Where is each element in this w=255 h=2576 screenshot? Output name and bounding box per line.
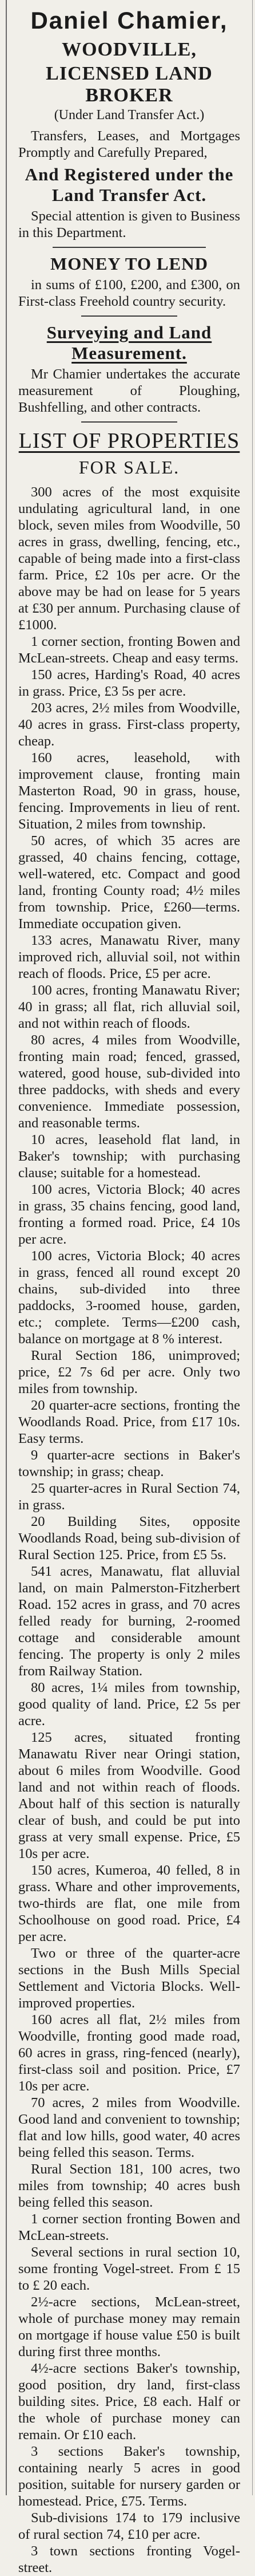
properties-list-heading (18, 428, 240, 453)
business-subtitle: (Under Land Transfer Act.) (54, 108, 205, 123)
property-listing: 300 acres of the most exquisite undulating agricultural land, in one block, seven miles from Woodville, 50 acres in grass, dwelling, fencing, etc., capable of being made into a first-class farm. Price, £2 10s per acre. Or the above may be had on lease for 5 years at £30 per annum. Purchasing clause of £1000. (18, 484, 240, 633)
property-listing: 2½-acre sections, McLean-street, whole of purchase money may remain on mortgage if house value £50 is built during first three months. (18, 2294, 240, 2360)
property-listing: 25 quarter-acres in Rural Section 74, in grass. (18, 1481, 240, 1513)
property-listing: 1 corner section, fronting Bowen and McLean-streets. Cheap and easy terms. (18, 634, 240, 666)
property-listing: 541 acres, Manawatu, flat alluvial land, on main Palmerston-Fitzherbert Road. 152 acres in grass, and 70 acres felled ready for burning, 2-roomed cottage and considerable amount fencing. The property is only 2 miles from Railway Station. (18, 1564, 240, 1679)
property-listing: 160 acres all flat, 2½ miles from Woodville, fronting good made road, 60 acres in grass, ring-fenced (nearly), first-class soil and position. Price, £7 10s per acre. (18, 2012, 240, 2094)
left-column-rule (6, 0, 7, 2495)
property-listing: 150 acres, Kumeroa, 40 felled, 8 in grass. Whare and other improvements, two-thirds are flat, one mile from Schoolhouse on good road. Price, £4 per acre. (18, 1863, 240, 1944)
property-listing: 160 acres, leasehold, with improvement clause, fronting main Masterton Road, 90 in grass, house, fencing. Improvements in lieu of rent. Situation, 2 miles from township. (18, 750, 240, 832)
right-column-rule (252, 0, 253, 2495)
property-listing: 50 acres, of which 35 acres are grassed, 40 chains fencing, cottage, well-watered, etc. Compact and good land, fronting County road; 4½ miles from township. Price, £260—terms. Immediate occupation given. (18, 833, 240, 932)
property-listing: Several sections in rural section 10, some fronting Vogel-street. From £ 15 to £ 20 each. (18, 2244, 240, 2293)
property-listing: Rural Section 181, 100 acres, two miles from township; 40 acres bush being felled this season. (18, 2161, 240, 2210)
town-name: WOODVILLE, (62, 39, 197, 60)
special-attention-text: Special attention is given to Business in this Department. (18, 208, 240, 240)
money-heading: MONEY TO LEND (50, 254, 208, 274)
property-listing: 20 quarter-acre sections, fronting the Woodlands Road. Price, from £17 10s. Easy terms. (18, 1398, 240, 1446)
property-listing: 10 acres, leasehold flat land, in Baker's township; with purchasing clause; suitable for a homestead. (18, 1132, 240, 1181)
property-listings (18, 484, 240, 2576)
property-listing: 20 Building Sites, opposite Woodlands Road, being sub-division of Rural Section 125. Price, from £5 5s. (18, 1514, 240, 1563)
property-listing: 3 town sections fronting Vogel-street. (18, 2543, 240, 2575)
property-listing: Sub-divisions 174 to 179 inclusive of rural section 74, £10 per acre. (18, 2510, 240, 2542)
property-listing: 9 quarter-acre sections in Baker's township; in grass; cheap. (18, 1447, 240, 1480)
property-listing: 1 corner section fronting Bowen and McLean-streets. (18, 2211, 240, 2243)
property-listing: 3 sections Baker's township, containing nearly 5 acres in good position, suitable for nursery garden or homestead. Price, £75. Terms. (18, 2444, 240, 2509)
property-listing: 80 acres, 4 miles from Woodville, fronting main road; fenced, grassed, watered, good house, sub-divided into three paddocks, with sheds and every convenience. Immediate possession, and reasonable terms. (18, 1032, 240, 1131)
divider (81, 315, 177, 317)
property-listing: 100 acres, Victoria Block; 40 acres in grass, fenced all round except 20 chains, sub-divided into three paddocks, 3-roomed house, garden, etc.; complete. Terms—£200 cash, balance on mortgage at 8 % interest. (18, 1248, 240, 1347)
for-sale-heading: FOR SALE. (78, 457, 180, 478)
property-listing: 4½-acre sections Baker's township, good position, dry land, first-class building sites. Price, £8 each. Half or the whole of purchase money can remain. Or £10 each. (18, 2361, 240, 2443)
divider (81, 421, 177, 423)
registered-heading: And Registered under the Land Transfer Act. (25, 164, 234, 205)
property-listing: 80 acres, 1¼ miles from township, good quality of land. Price, £2 5s per acre. (18, 1680, 240, 1729)
property-listing: 150 acres, Harding's Road, 40 acres in grass. Price, £3 5s per acre. (18, 667, 240, 699)
money-text: in sums of £100, £200, and £300, on First-class Freehold country security. (18, 277, 240, 309)
advertiser-name: Daniel Chamier, (30, 7, 228, 34)
properties-list-heading-text: LIST OF PROPERTIES (18, 429, 240, 453)
surveying-heading: Surveying and Land Measurement. (46, 322, 212, 363)
property-listing: 100 acres, fronting Manawatu River; 40 in grass; all flat, rich alluvial soil, and not within reach of floods. (18, 983, 240, 1031)
property-listing: 125 acres, situated fronting Manawatu River near Oringi station, about 6 miles from Woodville. Good land and not within reach of floods. About half of this section is naturally clear of bush, and could be put into grass at very small expense. Price, £5 10s per acre. (18, 1730, 240, 1861)
transfers-text: Transfers, Leases, and Mortgages Promptly and Carefully Prepared, (18, 128, 240, 160)
property-listing: Rural Section 186, unimproved; price, £2 7s 6d per acre. Only two miles from township. (18, 1348, 240, 1397)
property-listing: 203 acres, 2½ miles from Woodville, 40 acres in grass. First-class property, cheap. (18, 700, 240, 749)
property-listing: 133 acres, Manawatu River, many improved rich, alluvial soil, not within reach of floods. Price, £5 per acre. (18, 933, 240, 981)
surveying-text: Mr Chamier undertakes the accurate measurement of Ploughing, Bushfelling, and other contracts. (18, 366, 240, 415)
property-listing: 70 acres, 2 miles from Woodville. Good land and convenient to township; flat and low hills, good water, 40 acres being felled this season. Terms. (18, 2095, 240, 2160)
property-listing: 100 acres, Victoria Block; 40 acres in grass, 35 chains fencing, good land, fronting a formed road. Price, £4 10s per acre. (18, 1182, 240, 1247)
divider (53, 247, 206, 248)
business-title: LICENSED LAND BROKER (46, 63, 213, 106)
property-listing: Two or three of the quarter-acre sections in the Bush Mills Special Settlement and Victoria Blocks. Well-improved properties. (18, 1946, 240, 2011)
